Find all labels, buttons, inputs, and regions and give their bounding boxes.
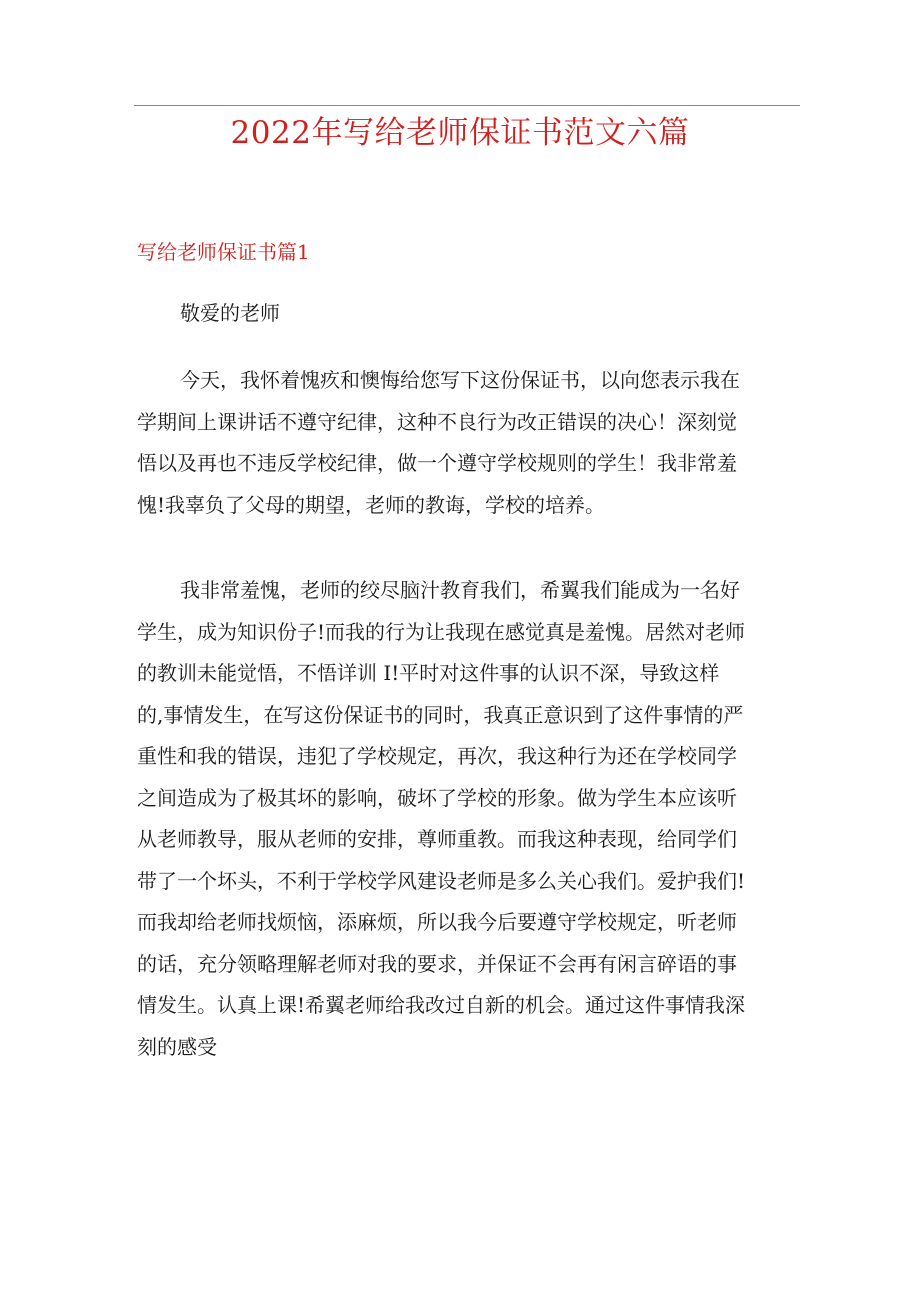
- paragraph-line: 悟以及再也不违反学校纪律，做一个遵守学校规则的学生！我非常羞: [137, 451, 737, 475]
- paragraph-line: 之间造成为了极其坏的影响，破坏了学校的形象。做为学生本应该听: [137, 785, 737, 810]
- paragraph-line: 情发生。认真上课!希翼老师给我改过自新的机会。通过这件事情我深: [137, 993, 746, 1017]
- paragraph-line: 学生，成为知识份子!而我的行为让我现在感觉真是羞愧。居然对老师: [137, 619, 746, 644]
- paragraph-line: 学期间上课讲话不遵守纪律，这种不良行为改正错误的决心！深刻觉: [137, 409, 737, 434]
- paragraph-line: 重性和我的错误，违犯了学校规定，再次，我这种行为还在学校同学: [137, 744, 737, 768]
- paragraph-line: 的话，充分领略理解老师对我的要求，并保证不会再有闲言碎语的事: [137, 951, 737, 976]
- paragraph-line: 刻的感受: [137, 1034, 217, 1059]
- salutation: 敬爱的老师: [180, 301, 280, 325]
- paragraph-line: 的教训未能觉悟，不悟详训 I!平时对这件事的认识不深，导致这样: [137, 661, 720, 685]
- section-heading: 写给老师保证书篇1: [137, 240, 310, 264]
- paragraph-line: 带了一个坏头，不利于学校学风建设老师是多么关心我们。爱护我们!: [137, 868, 746, 893]
- paragraph-line: 愧!我辜负了父母的期望，老师的教诲，学校的培养。: [137, 492, 606, 517]
- document-title: 2022年写给老师保证书范文六篇: [230, 115, 690, 151]
- paragraph-line: 今天，我怀着愧疚和懊悔给您写下这份保证书，以向您表示我在: [180, 368, 740, 392]
- paragraph-line: 我非常羞愧，老师的绞尽脑汁教育我们，希翼我们能成为一名好: [180, 578, 740, 602]
- header-rule: [134, 105, 800, 106]
- paragraph-1: [137, 360, 803, 526]
- paragraph-line: 从老师教导，服从老师的安排，尊师重教。而我这种表现，给同学们: [137, 827, 737, 851]
- paragraph-line: 而我却给老师找烦恼，添麻烦，所以我今后要遵守学校规定，听老师: [137, 910, 737, 934]
- paragraph-2: [137, 570, 803, 1068]
- paragraph-line: 的,事情发生，在写这份保证书的同时，我真正意识到了这件事情的严: [137, 702, 744, 727]
